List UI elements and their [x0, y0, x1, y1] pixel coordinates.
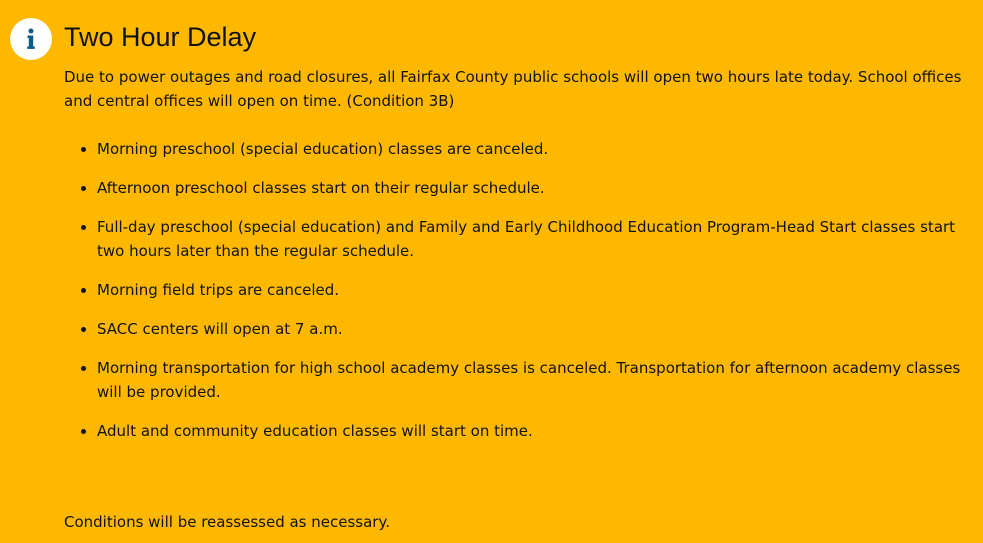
bullet-item — [64, 215, 970, 263]
bullet-dot — [81, 147, 86, 152]
bullet-dot — [81, 288, 86, 293]
bullet-text: SACC centers will open at 7 a.m. — [97, 320, 343, 338]
bullet-dot — [81, 186, 86, 191]
bullet-item — [64, 317, 970, 341]
bullet-dot — [81, 429, 86, 434]
bullet-text: Full-day preschool (special education) and Family and Early Childhood Education Program-Head Start classes start two hours later than the regular schedule. — [97, 218, 956, 260]
alert-content — [64, 65, 970, 458]
bullet-text: Afternoon preschool classes start on their regular schedule. — [97, 179, 545, 197]
bullet-item — [64, 137, 970, 161]
alert-title: Two Hour Delay — [64, 22, 257, 52]
bullet-dot — [81, 366, 86, 371]
bullet-text: Morning transportation for high school academy classes is canceled. Transportation for afternoon academy classes will be provided. — [97, 359, 961, 401]
alert-footer: Conditions will be reassessed as necessary. — [64, 513, 390, 531]
info-icon — [10, 18, 52, 60]
bullet-text: Morning preschool (special education) classes are canceled. — [97, 140, 549, 158]
bullet-item — [64, 278, 970, 302]
bullet-text: Morning field trips are canceled. — [97, 281, 340, 299]
bullet-dot — [81, 225, 86, 230]
bullet-dot — [81, 327, 86, 332]
alert-bullet-list — [64, 137, 970, 443]
alert-intro: Due to power outages and road closures, all Fairfax County public schools will open two hours late today. School offices and central offices will open on time. (Condition 3B) — [64, 68, 962, 110]
bullet-item — [64, 176, 970, 200]
bullet-text: Adult and community education classes will start on time. — [97, 422, 533, 440]
bullet-item — [64, 356, 970, 404]
bullet-item — [64, 419, 970, 443]
